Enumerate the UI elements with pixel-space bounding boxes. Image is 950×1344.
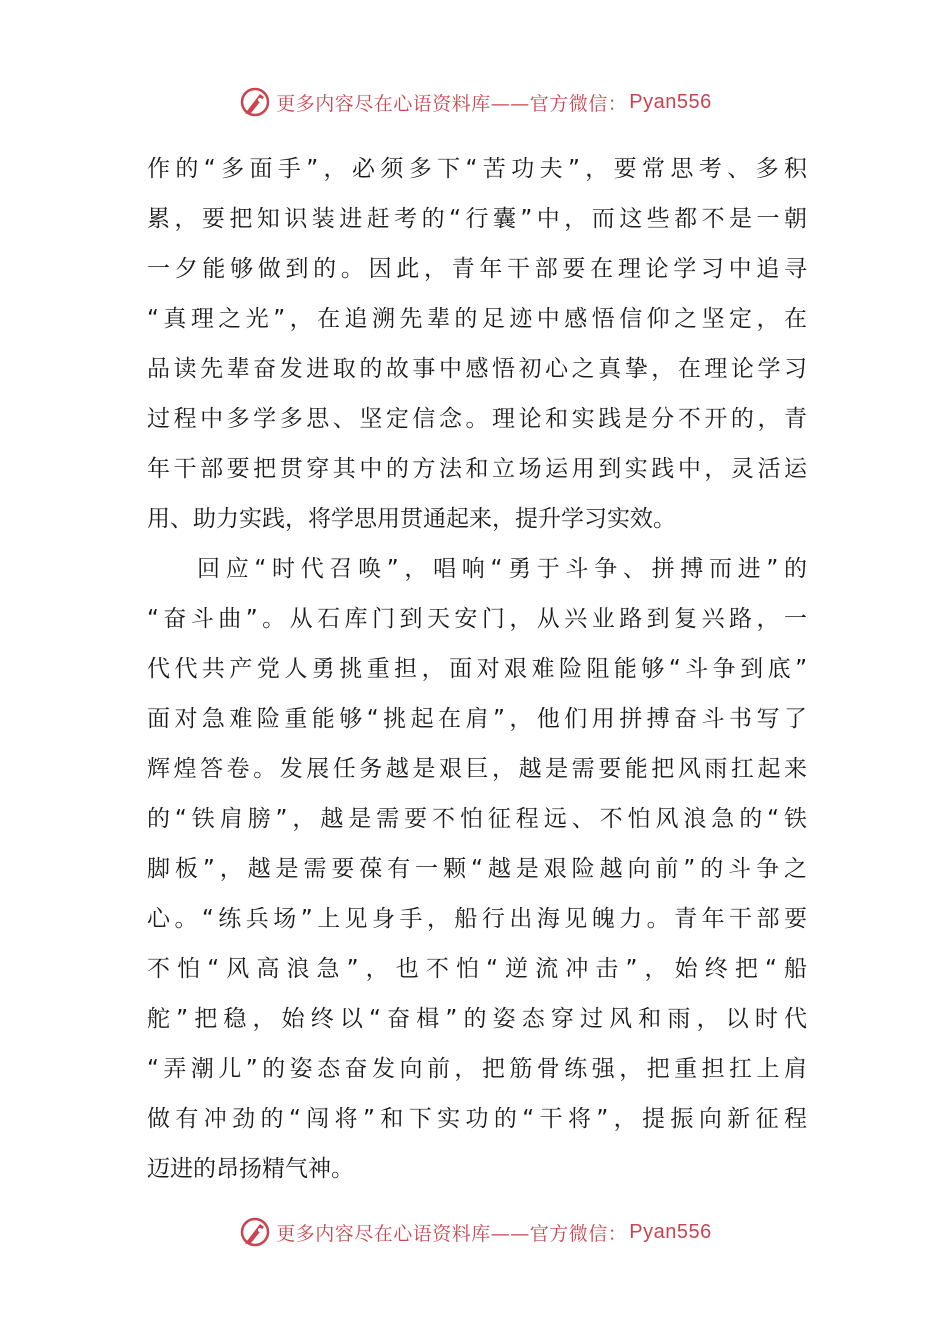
text-line: 用、助力实践，将学思用贯通起来，提升学习实效。 [147,506,676,532]
watermark-site-text: 更多内容尽在心语资料库—— [276,92,530,115]
text-line: 心。“练兵场”上见身手，船行出海见魄力。青年干部要 [147,906,807,932]
watermark-contact-label: 官方微信： [529,92,628,115]
text-line: 过程中多学多思、坚定信念。理论和实践是分不开的，青 [147,406,807,432]
text-line: 累，要把知识装进赶考的“行囊”中，而这些都不是一朝 [147,206,807,232]
paragraph-1 [147,144,807,544]
watermark-wechat-id: Pyan556 [629,1220,712,1243]
text-line: 迈进的昂扬精气神。 [147,1156,354,1182]
watermark-site-text: 更多内容尽在心语资料库—— [276,1222,530,1245]
pen-nib-logo-icon [238,1215,272,1249]
text-line: 辉煌答卷。发展任务越是艰巨，越是需要能把风雨扛起来 [147,756,807,782]
text-line: 面对急难险重能够“挑起在肩”，他们用拼搏奋斗书写了 [147,706,807,732]
text-line: 回应“时代召唤”，唱响“勇于斗争、拼搏而进”的 [197,556,807,582]
document-body [147,144,807,1194]
text-line: 品读先辈奋发进取的故事中感悟初心之真挚，在理论学习 [147,356,807,382]
text-line: 不怕“风高浪急”，也不怕“逆流冲击”，始终把“船 [147,956,807,982]
footer-watermark-banner [0,1212,950,1252]
text-line: “弄潮儿”的姿态奋发向前，把筋骨练强，把重担扛上肩 [147,1056,807,1082]
paragraph-2 [147,544,807,1194]
text-line: 一夕能够做到的。因此，青年干部要在理论学习中追寻 [147,256,807,282]
text-line: 舵”把稳，始终以“奋楫”的姿态穿过风和雨，以时代 [147,1006,807,1032]
text-line: 代代共产党人勇挑重担，面对艰难险阻能够“斗争到底” [147,656,807,682]
text-line: 年干部要把贯穿其中的方法和立场运用到实践中，灵活运 [147,456,807,482]
watermark-contact-label: 官方微信： [529,1222,628,1245]
watermark-wechat-id: Pyan556 [629,90,712,113]
text-line: 脚板”，越是需要葆有一颗“越是艰险越向前”的斗争之 [147,856,807,882]
text-line: 做有冲劲的“闯将”和下实功的“干将”，提振向新征程 [147,1106,807,1132]
text-line: 作的“多面手”，必须多下“苦功夫”，要常思考、多积 [147,156,807,182]
text-line: “真理之光”，在追溯先辈的足迹中感悟信仰之坚定，在 [147,306,807,332]
pen-nib-logo-icon [238,85,272,119]
header-watermark-banner [0,82,950,122]
text-line: 的“铁肩膀”，越是需要不怕征程远、不怕风浪急的“铁 [147,806,807,832]
text-line: “奋斗曲”。从石库门到天安门，从兴业路到复兴路，一 [147,606,807,632]
